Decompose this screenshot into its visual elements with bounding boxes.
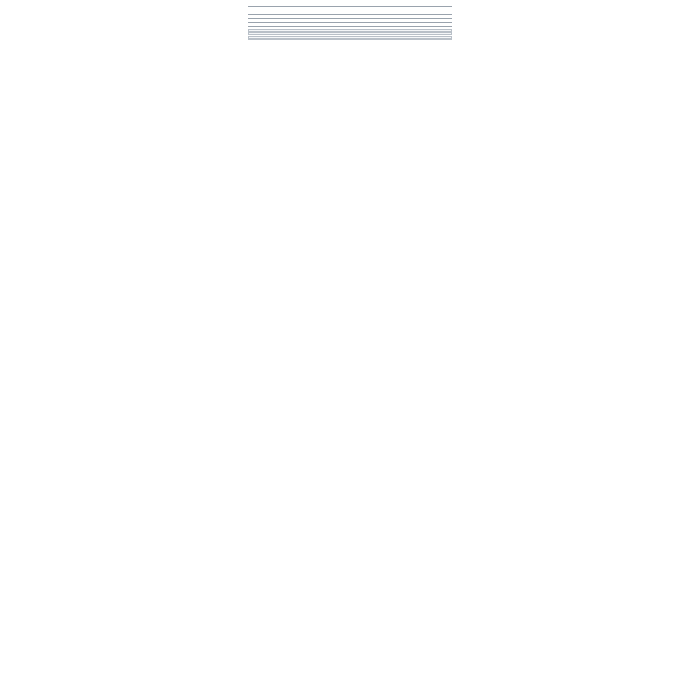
divider — [248, 22, 452, 23]
product-sheet — [248, 4, 452, 41]
spectrum-chart — [252, 587, 450, 695]
divider — [248, 14, 452, 15]
supplier-line — [248, 16, 452, 17]
divider — [248, 18, 452, 19]
address-line — [248, 20, 452, 21]
divider — [248, 26, 452, 27]
spec-table-continued — [248, 36, 452, 40]
model-line — [248, 24, 452, 25]
mains-heading — [249, 38, 452, 40]
general-heading — [249, 33, 452, 35]
spectrum-svg — [252, 587, 450, 695]
regulation-text — [248, 8, 452, 13]
spec-table — [248, 29, 452, 35]
divider — [248, 6, 452, 7]
